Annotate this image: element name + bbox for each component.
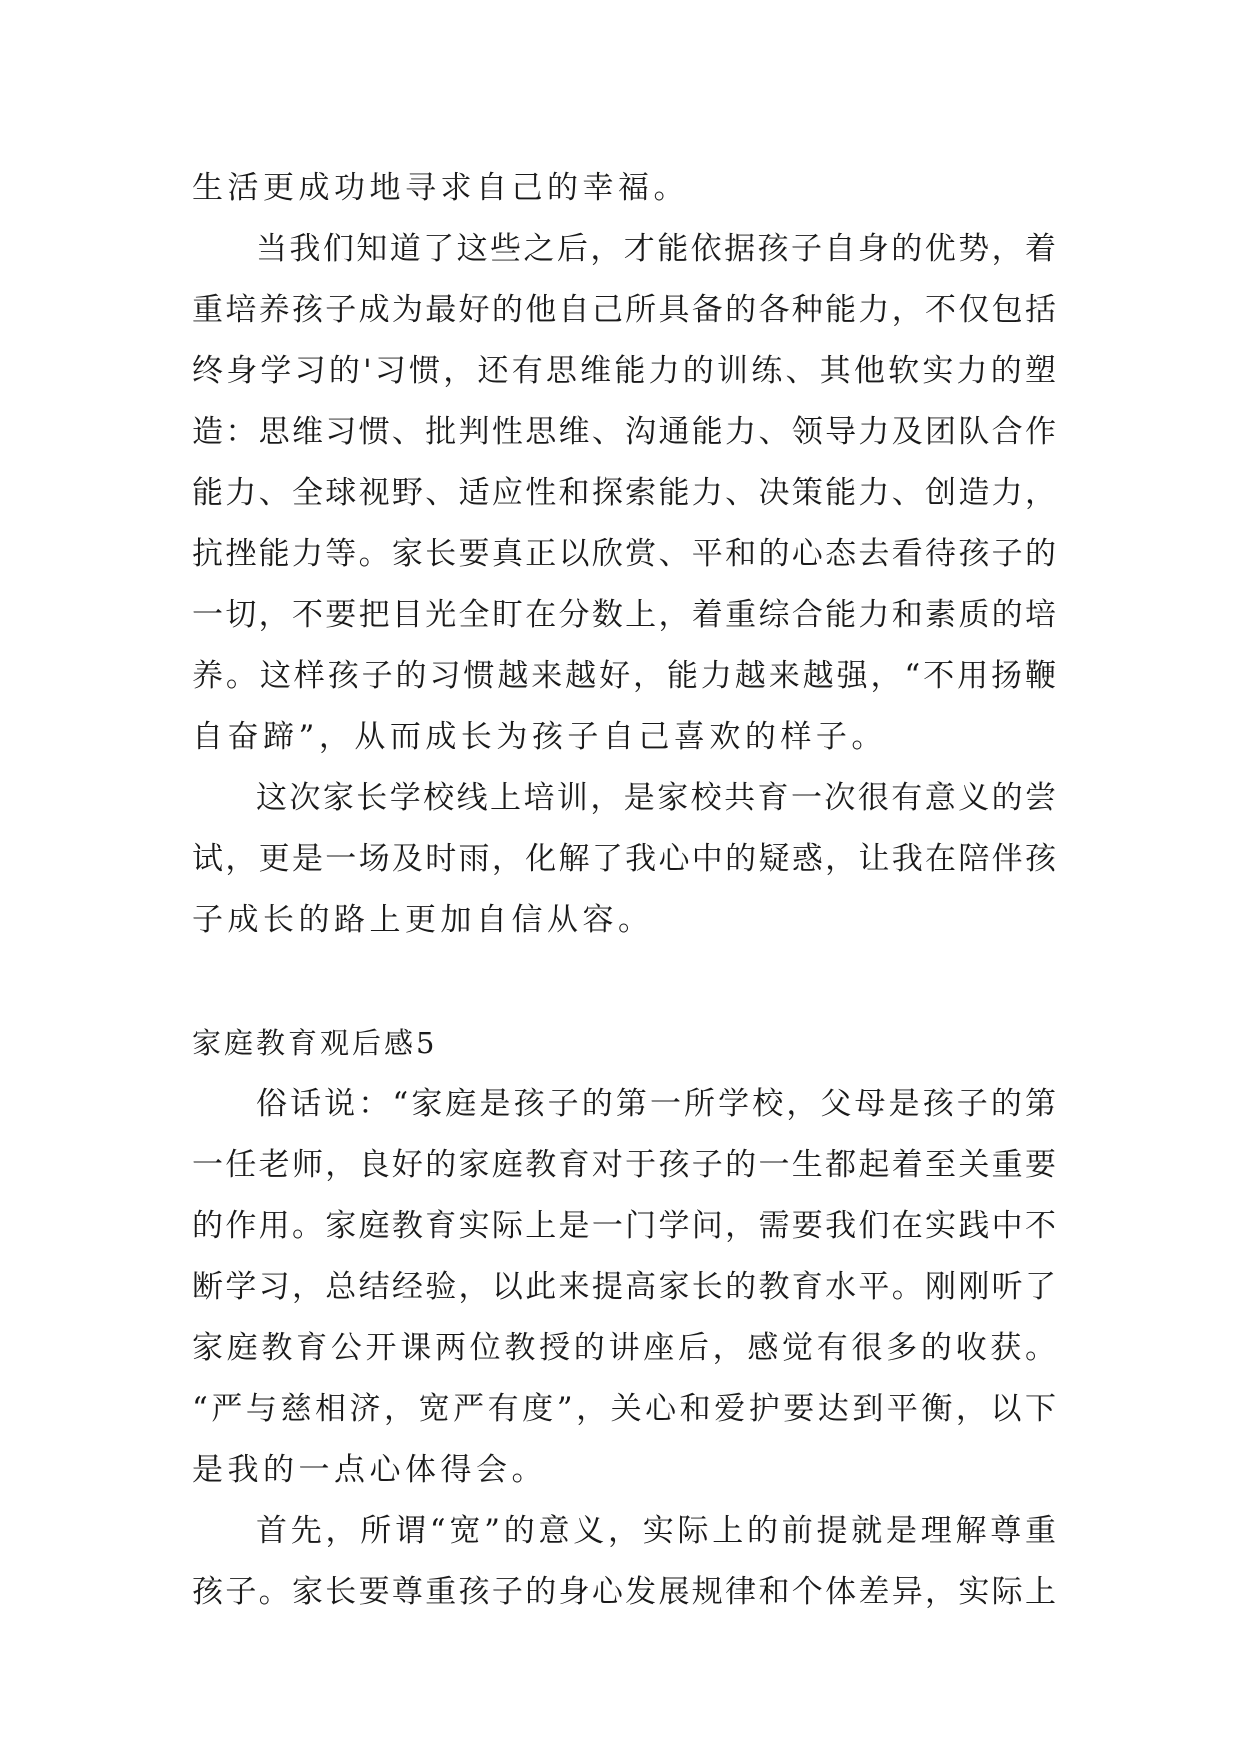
section-heading: 家庭教育观后感5 <box>192 1026 438 1060</box>
text-line: 的作用。家庭教育实际上是一门学问，需要我们在实践中不 <box>192 1208 1056 1244</box>
text-line: 首先，所谓“宽”的意义，实际上的前提就是理解尊重 <box>256 1513 1056 1549</box>
text-line: 孩子。家长要尊重孩子的身心发展规律和个体差异，实际上 <box>192 1574 1056 1610</box>
paragraph-a3 <box>192 768 1056 951</box>
text-line: 造：思维习惯、批判性思维、沟通能力、领导力及团队合作 <box>192 414 1056 450</box>
text-line: 断学习，总结经验，以此来提高家长的教育水平。刚刚听了 <box>192 1269 1056 1305</box>
section-spacer <box>192 951 1056 1013</box>
text-line: 生活更成功地寻求自己的幸福。 <box>192 170 689 206</box>
text-line: 抗挫能力等。家长要真正以欣赏、平和的心态去看待孩子的 <box>192 536 1056 572</box>
paragraph-b2 <box>192 1501 1056 1623</box>
text-line: 自奋蹄”，从而成长为孩子自己喜欢的样子。 <box>192 719 887 755</box>
paragraph-a2 <box>192 219 1056 768</box>
text-line: “严与慈相济，宽严有度”，关心和爱护要达到平衡，以下 <box>192 1391 1056 1427</box>
document-page <box>192 158 1056 1623</box>
text-line: 一切，不要把目光全盯在分数上，着重综合能力和素质的培 <box>192 597 1056 633</box>
text-line: 俗话说：“家庭是孩子的第一所学校，父母是孩子的第 <box>256 1086 1056 1122</box>
paragraph-b1 <box>192 1074 1056 1501</box>
text-line: 试，更是一场及时雨，化解了我心中的疑惑，让我在陪伴孩 <box>192 841 1056 877</box>
text-line: 养。这样孩子的习惯越来越好，能力越来越强，“不用扬鞭 <box>192 658 1056 694</box>
text-line: 一任老师，良好的家庭教育对于孩子的一生都起着至关重要 <box>192 1147 1056 1183</box>
text-line: 家庭教育公开课两位教授的讲座后，感觉有很多的收获。 <box>192 1330 1056 1366</box>
text-line: 终身学习的'习惯，还有思维能力的训练、其他软实力的塑 <box>192 353 1056 389</box>
text-line: 能力、全球视野、适应性和探索能力、决策能力、创造力， <box>192 475 1056 511</box>
text-line: 这次家长学校线上培训，是家校共育一次很有意义的尝 <box>256 780 1056 816</box>
text-line: 是我的一点心体得会。 <box>192 1452 547 1488</box>
text-line: 当我们知道了这些之后，才能依据孩子自身的优势，着 <box>256 231 1056 267</box>
text-line: 重培养孩子成为最好的他自己所具备的各种能力，不仅包括 <box>192 292 1056 328</box>
paragraph-a1 <box>192 158 1056 219</box>
text-line: 子成长的路上更加自信从容。 <box>192 902 654 938</box>
